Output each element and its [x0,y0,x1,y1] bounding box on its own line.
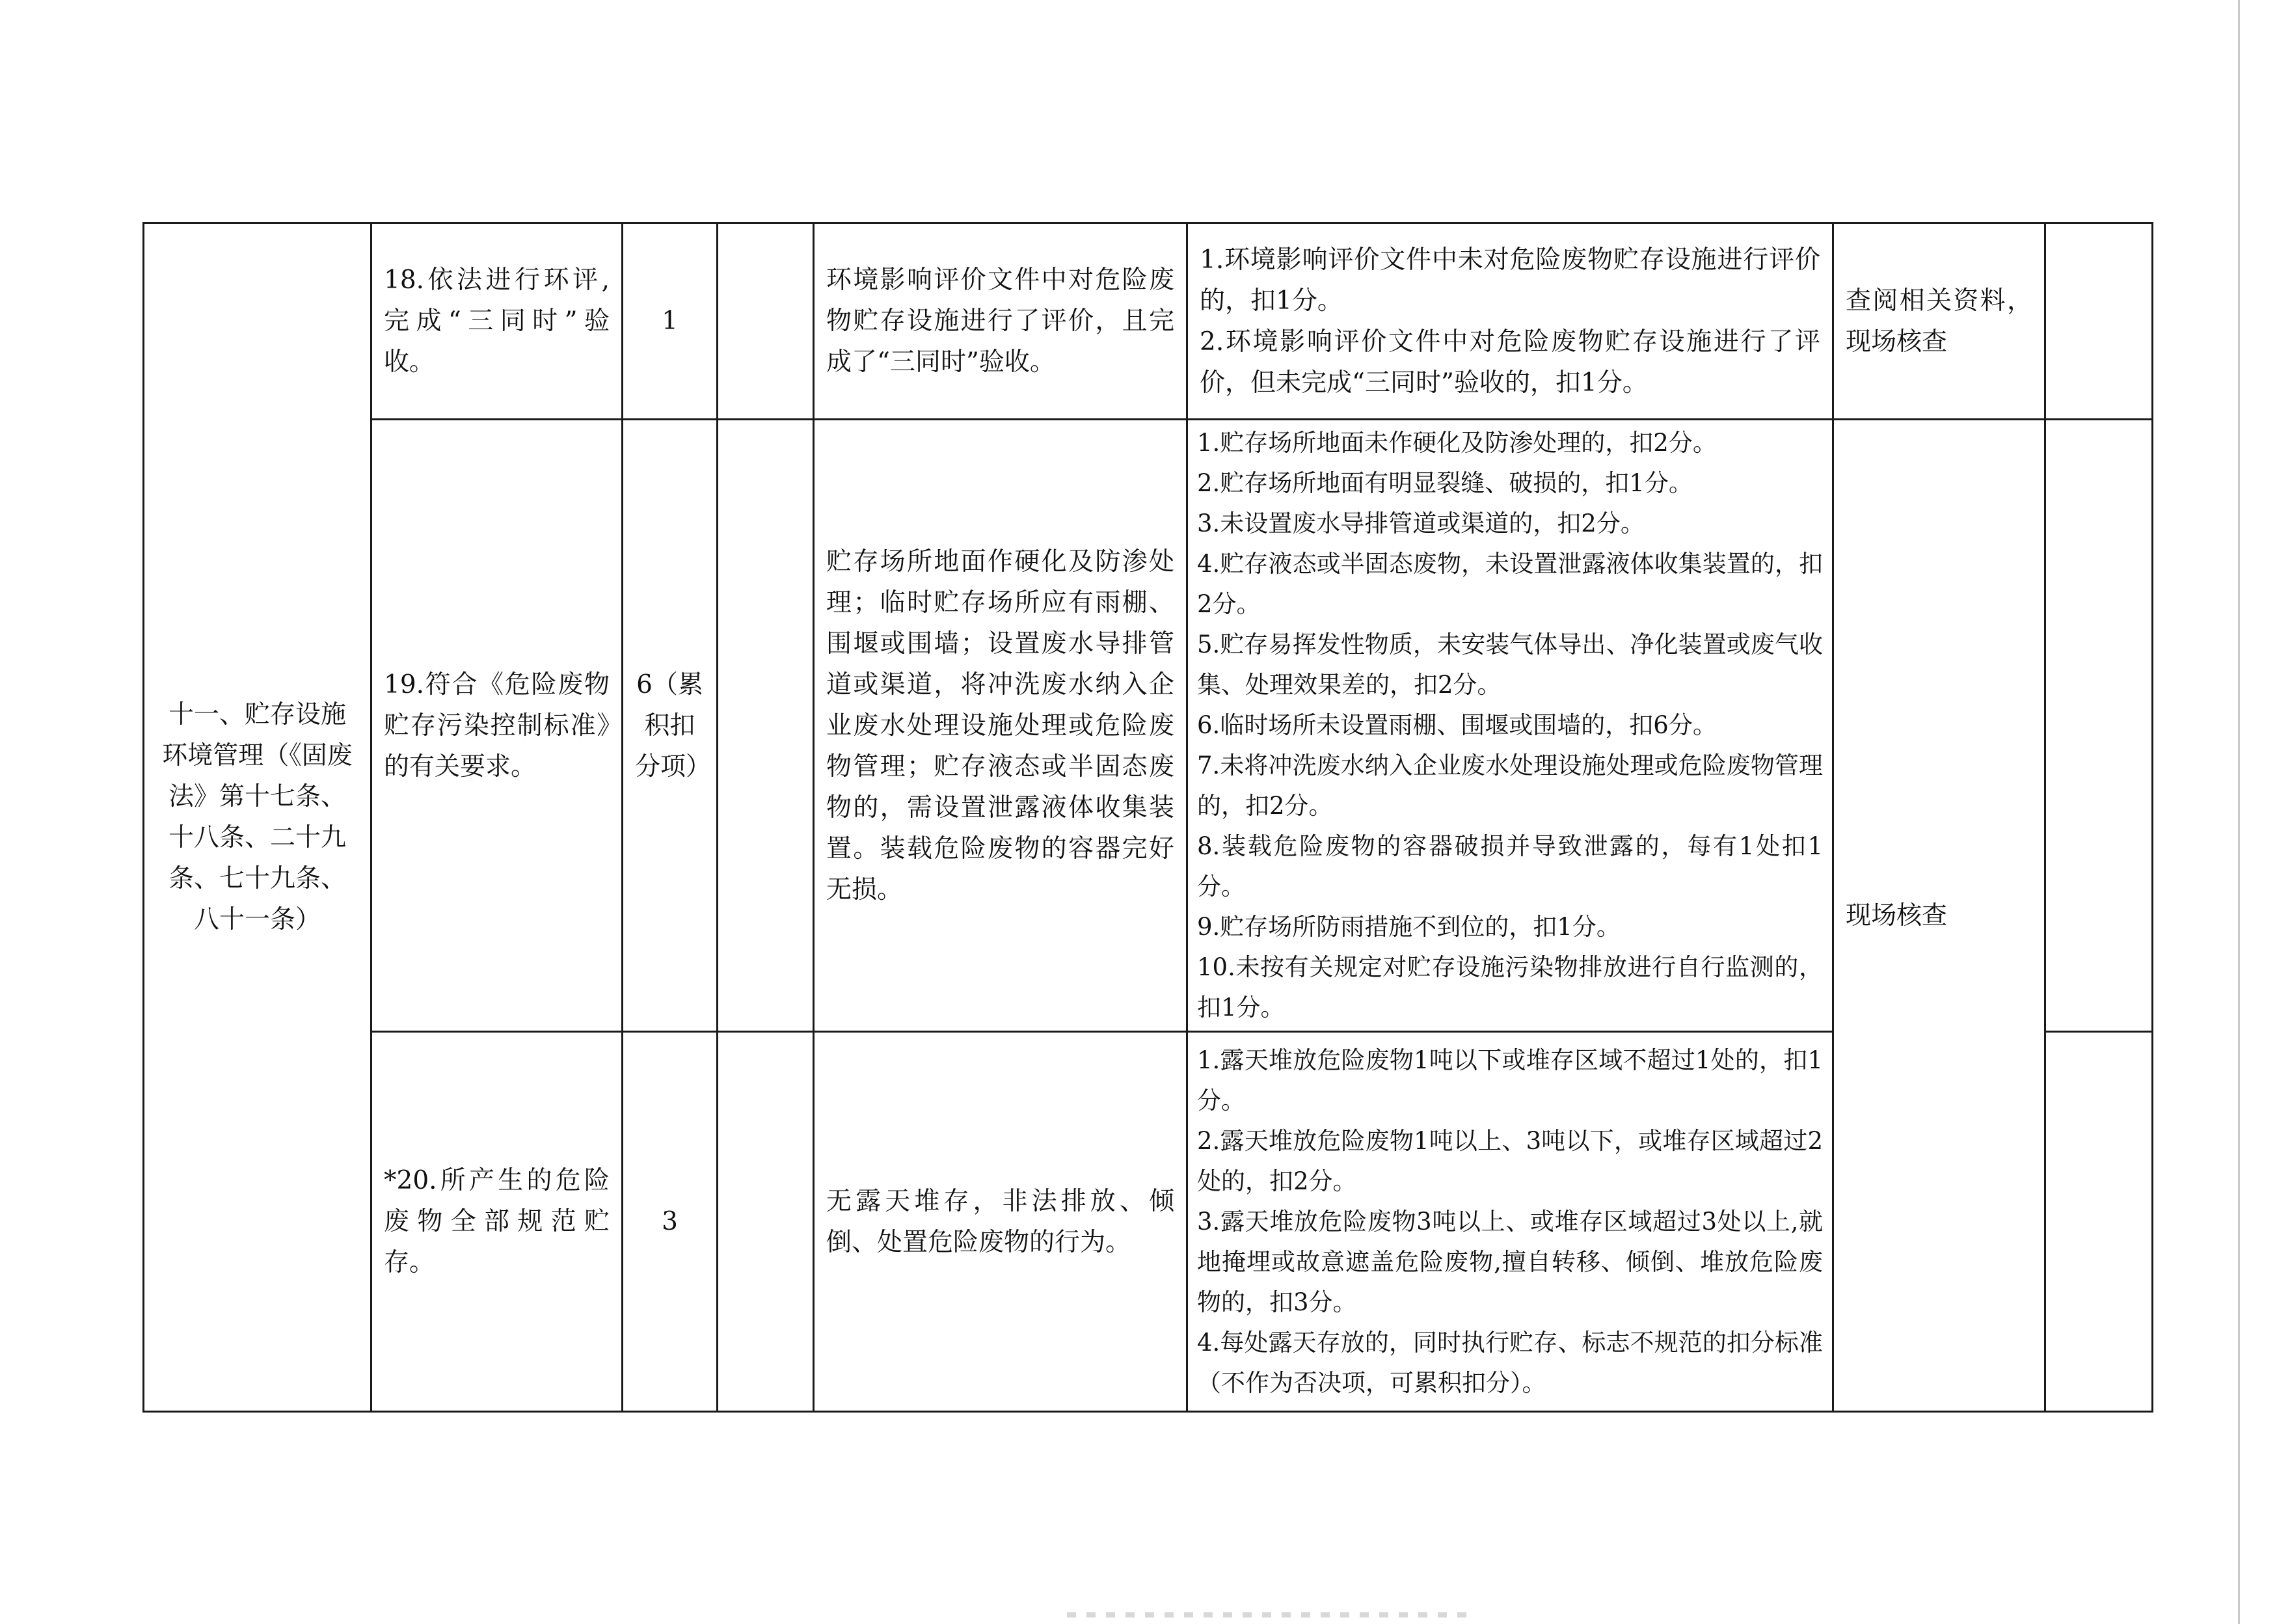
table-row [144,223,2153,420]
deduction-line: 2.贮存场所地面有明显裂缝、破损的，扣1分。 [1197,469,1693,497]
deductions-cell [1187,420,1833,1032]
category-cell: 十一、贮存设施环境管理（《固废法》第十七条、十八条、二十九条、七十九条、八十一条） [144,223,371,1412]
deduction-line: 2.环境影响评价文件中对危险废物贮存设施进行了评价，但未完成“三同时”验收的，扣1分。 [1200,327,1820,398]
deduction-line: 6.临时场所未设置雨棚、围堰或围墙的，扣6分。 [1197,711,1717,739]
deduction-line: 2.露天堆放危险废物1吨以上、3吨以下，或堆存区域超过2处的，扣2分。 [1197,1126,1823,1195]
score-cell: 3 [623,1032,718,1412]
deduction-line: 3.露天堆放危险废物3吨以上、或堆存区域超过3处以上,就地掩埋或故意遮盖危险废物,擅自转移、倾倒、堆放危险废物的，扣3分。 [1197,1207,1823,1316]
deduction-line: 4.贮存液态或半固态废物，未设置泄露液体收集装置的，扣2分。 [1197,550,1823,618]
item-cell: *20.所产生的危险废物全部规范贮存。 [371,1032,623,1412]
item-cell: 19.符合《危险废物贮存污染控制标准》的有关要求。 [371,420,623,1032]
deduction-line: 8.装载危险废物的容器破损并导致泄露的，每有1处扣1分。 [1197,832,1823,900]
blank-cell [718,223,814,420]
page-edge [2238,0,2240,1624]
method-cell: 现场核查 [1833,420,2045,1412]
deductions-cell [1187,1032,1833,1412]
remark-cell [2045,1032,2153,1412]
scan-artifact [1067,1612,1470,1617]
deduction-line: 1.露天堆放危险废物1吨以下或堆存区域不超过1处的，扣1分。 [1197,1046,1823,1115]
deduction-line: 9.贮存场所防雨措施不到位的，扣1分。 [1197,913,1621,941]
standard-cell: 环境影响评价文件中对危险废物贮存设施进行了评价，且完成了“三同时”验收。 [814,223,1187,420]
blank-cell [718,1032,814,1412]
method-cell: 查阅相关资料，现场核查 [1833,223,2045,420]
score-cell: 1 [623,223,718,420]
inspection-table [142,222,2153,1413]
deduction-line: 3.未设置废水导排管道或渠道的，扣2分。 [1197,509,1645,537]
score-cell: 6（累积扣分项） [623,420,718,1032]
blank-cell [718,420,814,1032]
deduction-line: 5.贮存易挥发性物质，未安装气体导出、净化装置或废气收集、处理效果差的，扣2分。 [1197,630,1823,699]
deduction-line: 1.环境影响评价文件中未对危险废物贮存设施进行评价的，扣1分。 [1200,245,1820,316]
deduction-line: 7.未将冲洗废水纳入企业废水处理设施处理或危险废物管理的，扣2分。 [1197,751,1823,820]
deduction-line: 10.未按有关规定对贮存设施污染物排放进行自行监测的，扣1分。 [1197,953,1823,1022]
deduction-line: 4.每处露天存放的，同时执行贮存、标志不规范的扣分标准（不作为否决项，可累积扣分）。 [1197,1328,1823,1397]
standard-cell: 无露天堆存，非法排放、倾倒、处置危险废物的行为。 [814,1032,1187,1412]
remark-cell [2045,420,2153,1032]
item-cell: 18.依法进行环评,完成“三同时”验收。 [371,223,623,420]
deduction-line: 1.贮存场所地面未作硬化及防渗处理的，扣2分。 [1197,429,1717,457]
standard-cell: 贮存场所地面作硬化及防渗处理；临时贮存场所应有雨棚、围堰或围墙；设置废水导排管道或渠道，将冲洗废水纳入企业废水处理设施处理或危险废物管理；贮存液态或半固态废物的，需设置泄露液体收集装置。装载危险废物的容器完好无损。 [814,420,1187,1032]
deductions-cell [1187,223,1833,420]
table-row [144,420,2153,1032]
remark-cell [2045,223,2153,420]
